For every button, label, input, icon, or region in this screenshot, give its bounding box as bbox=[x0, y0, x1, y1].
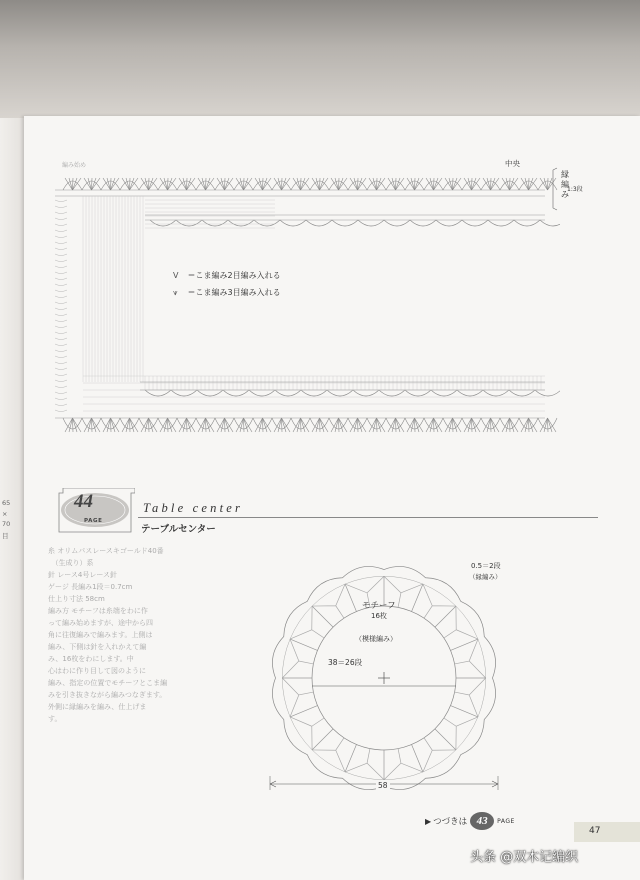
legend-item-3st bbox=[173, 287, 281, 298]
motif-count: 16枚 bbox=[371, 612, 387, 620]
inner-diameter-dimension: 38＝26段 bbox=[328, 658, 363, 667]
prev-page-fragment: 70 bbox=[2, 520, 11, 528]
v-stitch-icon: V bbox=[173, 271, 179, 280]
materials-line: って編み始めますが、途中から四 bbox=[48, 619, 153, 627]
w-stitch-icon: ⩛ bbox=[173, 288, 178, 297]
prev-page-fragment: × bbox=[2, 510, 8, 518]
materials-line: 編み、指定の位置でモチーフとこま編 bbox=[48, 679, 168, 687]
continued-page-word: PAGE bbox=[497, 817, 515, 825]
project-badge-word: PAGE bbox=[84, 518, 103, 524]
outer-dimension: 58 bbox=[378, 781, 388, 790]
prev-page-fragment: 目 bbox=[2, 532, 9, 540]
continued-page-number: 43 bbox=[470, 812, 494, 830]
materials-line: 外側に縁編みを編み、仕上げま bbox=[48, 703, 147, 711]
materials-line: み、16枚をわにします。中 bbox=[48, 655, 134, 663]
materials-line: 編み、下側は針を入れかえて編 bbox=[48, 643, 147, 651]
materials-line: す。 bbox=[48, 715, 62, 723]
continued-prefix: つづきは bbox=[433, 817, 468, 827]
chart-start-label: 編み始め bbox=[62, 162, 87, 169]
project-number: 44 bbox=[74, 491, 93, 512]
materials-line: 糸 オリムパスレースキゴールド40番 bbox=[48, 547, 164, 555]
edge-note: （縁編み） bbox=[469, 573, 502, 581]
center-pattern-note: （模様編み） bbox=[355, 635, 397, 643]
materials-line: 角に往復編みで編みます。上側は bbox=[48, 631, 153, 639]
chart-edging-rows: 1:3段 bbox=[567, 186, 583, 193]
materials-line: ゲージ 長編み1段＝0.7cm bbox=[48, 583, 133, 591]
edge-dimension: 0.5＝2段 bbox=[471, 562, 501, 570]
materials-line: みを引き抜きながら編みつなぎます。 bbox=[48, 691, 167, 699]
page-number: 47 bbox=[589, 826, 601, 836]
chart-edging-label: 縁編み bbox=[561, 170, 569, 199]
project-title-jp: テーブルセンター bbox=[141, 524, 216, 535]
chart-center-label: 中央 bbox=[505, 159, 520, 168]
materials-line: 編み方 モチーフは糸端をわに作 bbox=[48, 607, 148, 615]
materials-line: 針 レース4号レース針 bbox=[48, 571, 117, 579]
materials-line: 仕上り寸法 58cm bbox=[48, 595, 105, 603]
project-number-badge bbox=[55, 488, 135, 534]
previous-page-edge bbox=[0, 118, 27, 880]
materials-line: 心はわに作り目して図のように bbox=[48, 667, 146, 675]
page-number-box bbox=[574, 822, 640, 842]
crochet-chart-diagram bbox=[55, 150, 560, 450]
materials-line: （生成り）系 bbox=[48, 559, 94, 567]
legend-text: ＝こま編み3目編み入れる bbox=[187, 288, 281, 297]
watermark bbox=[470, 846, 578, 865]
motif-label: モチーフ bbox=[362, 601, 396, 611]
watermark-text: 头条 @双木记编织 bbox=[470, 850, 579, 865]
continued-on-link[interactable] bbox=[425, 812, 515, 830]
doily-diagram bbox=[266, 560, 502, 796]
legend-item-2st bbox=[173, 270, 281, 281]
play-arrow-icon: ▶ bbox=[425, 816, 432, 826]
prev-page-fragment: 65 bbox=[2, 499, 11, 507]
legend-text: ＝こま編み2目編み入れる bbox=[187, 271, 281, 280]
project-title-en: Table center bbox=[143, 501, 244, 515]
scanner-background bbox=[0, 0, 640, 118]
header-rule bbox=[138, 517, 598, 518]
